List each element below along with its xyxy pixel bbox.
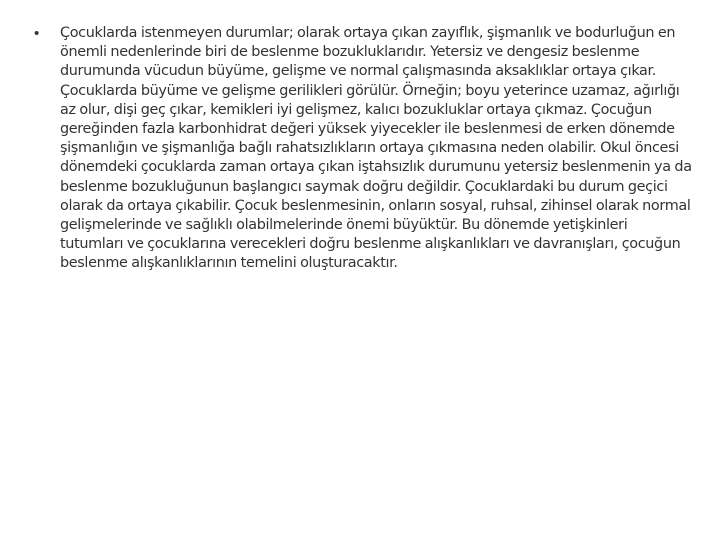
body-paragraph: Çocuklarda istenmeyen durumlar; olarak ortaya çıkan zayıflık, şişmanlık ve bodurluğun en önemli nedenlerinde biri de beslenme bozukluklarıdır. Yetersiz ve dengesiz beslenme durumunda vücudun büyüme, gelişme ve normal çalışmasında aksaklıklar ortaya çıkar. Çocuklarda büyüme ve gelişme gerilikleri görülür. Örneğin; boyu yeterince uzamaz, ağırlığı az olur, dişi geç çıkar, kemikleri iyi gelişmez, kalıcı bozukluklar ortaya çıkmaz. Çocuğun gereğinden fazla karbonhidrat değeri yüksek yiyecekler ile beslenmesi de erken dönemde şişmanlığın ve şişmanlığa bağlı rahatsızlıkların ortaya çıkmasına neden olabilir. Okul öncesi dönemdeki çocuklarda zaman ortaya çıkan iştahsızlık durumunu yetersiz beslenmenin ya da beslenme bozukluğunun başlangıcı saymak doğru değildir. Çocuklardaki bu durum geçici olarak da ortaya çıkabilir. Çocuk beslenmesinin, onların sosyal, ruhsal, zihinsel olarak normal gelişmelerinde ve sağlıklı olabilmelerinde önemi büyüktür. Bu dönemde yetişkinleri tutumları ve çocuklarına verecekleri doğru beslenme alışkanlıkları ve davranışları, çocuğun beslenme alışkanlıklarının temelini oluşturacaktır. <box>60 25 692 272</box>
bullet-list-item <box>34 24 694 274</box>
bullet-icon: • <box>34 25 40 42</box>
